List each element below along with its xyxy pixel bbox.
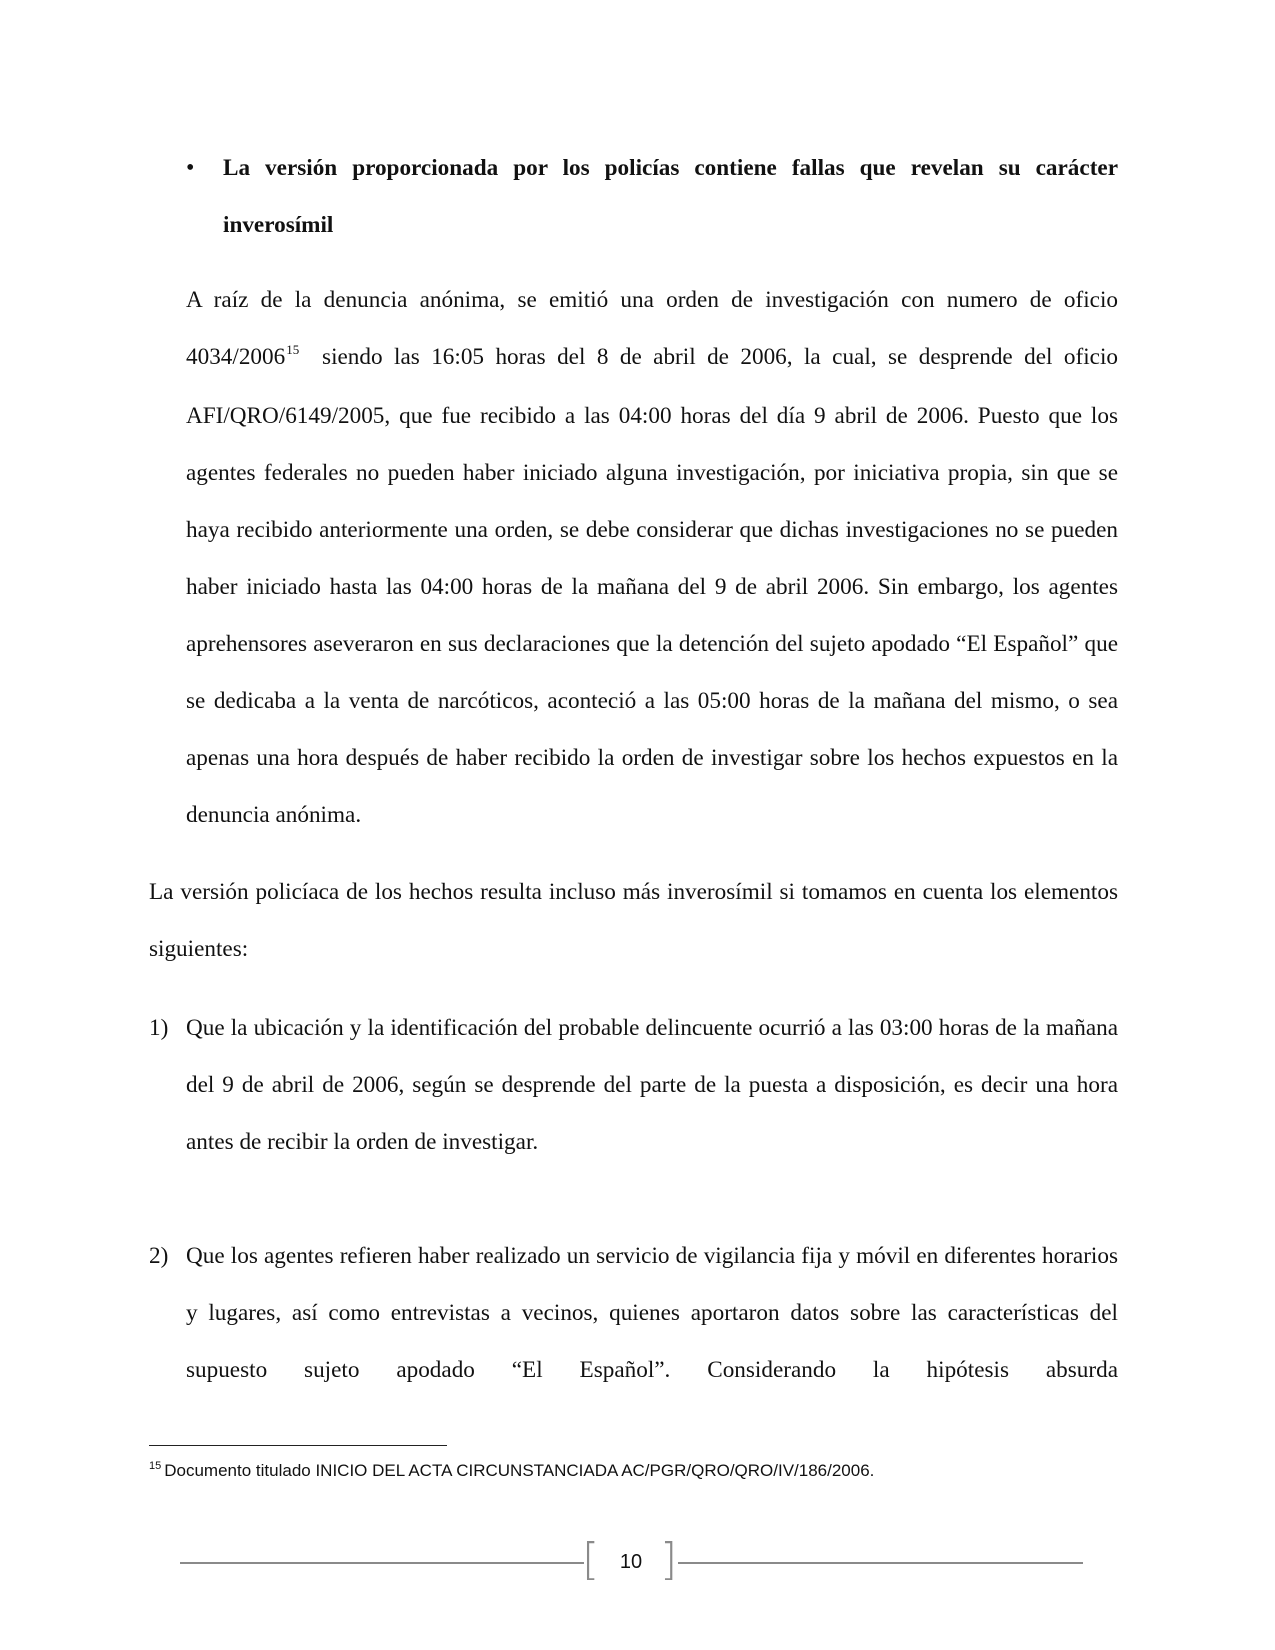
list-item-text: Que la ubicación y la identificación del probable delincuente ocurrió a las 03:00 horas de la mañana del 9 de abril de 2006, según se desprende del parte de la puesta a disposición, es decir una hora antes de recibir la orden de investigar.	[186, 1015, 1118, 1155]
section-heading	[186, 140, 1118, 254]
page-number: 10	[619, 1551, 643, 1573]
list-item-text: Que los agentes refieren haber realizado un servicio de vigilancia fija y móvil en diferentes horarios y lugares, así como entrevistas a vecinos, quienes aportaron datos sobre las características del supuesto sujeto apodado “El Español”. Considerando la hipótesis absurda	[186, 1243, 1118, 1383]
footnote	[149, 1460, 874, 1484]
footnote-separator	[149, 1445, 447, 1446]
page-footer	[180, 1534, 1083, 1586]
right-bracket-icon: ]	[660, 1534, 678, 1585]
footer-rule-right	[678, 1562, 1083, 1564]
body-paragraph-2: La versión policíaca de los hechos resulta incluso más inverosímil si tomamos en cuenta los elementos siguientes:	[149, 879, 1118, 962]
bullet-icon: •	[186, 155, 195, 181]
footnote-reference[interactable]: 15	[286, 342, 300, 357]
list-item-number: 2)	[149, 1243, 169, 1269]
list-item	[149, 1000, 1118, 1171]
paragraph-1-text-before-ref: A raíz de la denuncia anónima, se emitió una orden de investigación con numero de oficio 4034/2006	[186, 287, 1118, 370]
section-heading-text: La versión proporcionada por los policías contiene fallas que revelan su carácter inverosímil	[223, 155, 1118, 238]
footnote-number: 15	[149, 1460, 162, 1472]
list-item-number: 1)	[149, 1015, 169, 1041]
body-paragraph-1	[186, 272, 1124, 844]
footnote-text: Documento titulado INICIO DEL ACTA CIRCUNSTANCIADA AC/PGR/QRO/QRO/IV/186/2006.	[164, 1461, 875, 1480]
paragraph-1-text-after-ref: siendo las 16:05 horas del 8 de abril de 2006, la cual, se desprende del oficio AFI/QRO/6149/2005, que fue recibido a las 04:00 horas del día 9 abril de 2006. Puesto que los agentes federales no pueden haber iniciado alguna investigación, por iniciativa propia, sin que se haya recibido anteriormente una orden, se debe considerar que dichas investigaciones no se pueden haber iniciado hasta las 04:00 horas de la mañana del 9 de abril 2006. Sin embargo, los agentes aprehensores aseveraron en sus declaraciones que la detención del sujeto apodado “El Español” que se dedicaba a la venta de narcóticos, aconteció a las 05:00 horas de la mañana del mismo, o sea apenas una hora después de haber recibido la orden de investigar sobre los hechos expuestos en la denuncia anónima.	[186, 344, 1124, 828]
list-item	[149, 1228, 1118, 1399]
left-bracket-icon: [	[582, 1534, 600, 1585]
footer-rule-left	[180, 1562, 584, 1564]
